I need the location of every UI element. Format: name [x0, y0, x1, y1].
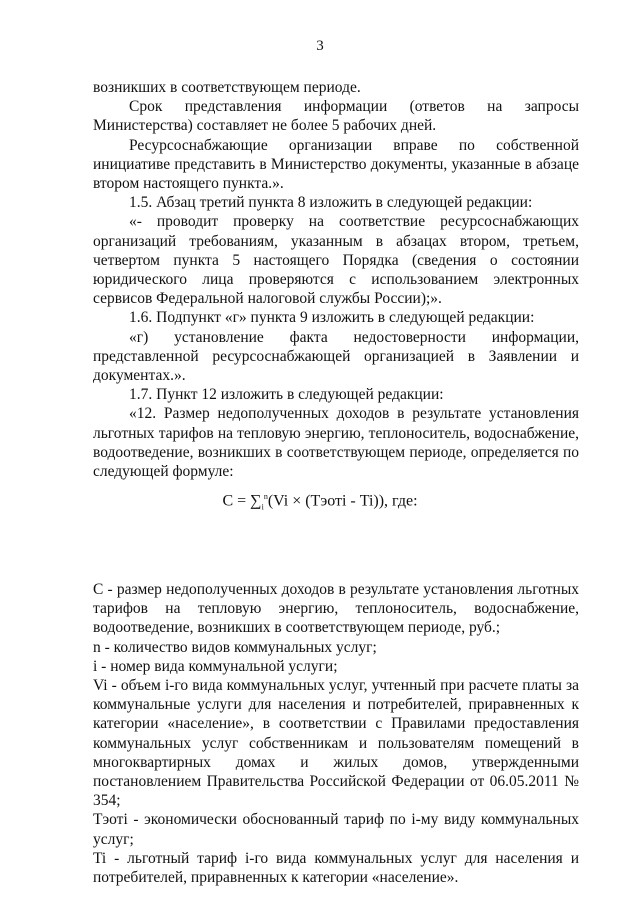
amendment-1-5-text: «- проводит проверку на соответствие ресурсоснабжающих организаций требованиям, указанным в абзацах втором, третьем, четвертом пункта 5 настоящего Порядка (сведения о состоянии юридического лица проверяются с использованием электронных сервисов Федеральной налоговой службы России);». — [93, 213, 579, 308]
definition-n: n - количество видов коммунальных услуг; — [93, 638, 377, 656]
body-text-upper — [93, 78, 579, 481]
definition-vi: Vi - объем i-го вида коммунальных услуг, учтенный при расчете платы за коммунальные услуги для населения и потребителей, приравненных к категории «население», в соответствии с Правилами предоставления коммунальных услуг собственникам и пользователям помещений в многоквартирных домах и жилых домов, утвержденными постановлением Правительства Российской Федерации от 06.05.2011 № 354; — [93, 677, 579, 810]
amendment-1-7: 1.7. Пункт 12 изложить в следующей редакции: — [129, 386, 444, 404]
amendment-1-6: 1.6. Подпункт «г» пункта 9 изложить в следующей редакции: — [129, 309, 535, 327]
paragraph-deadline: Срок представления информации (ответов на запросы Министерства) составляет не более 5 рабочих дней. — [93, 98, 579, 135]
definition-teoti: Тэоті - экономически обоснованный тариф по i-му виду коммунальных услуг; — [93, 811, 579, 848]
formula-sup: n — [263, 492, 268, 501]
definition-c: C - размер недополученных доходов в результате установления льготных тарифов на тепловую энергию, теплоноситель, водоснабжение, водоотведение, возникших в соответствующем периоде, руб.; — [93, 581, 579, 637]
formula-lhs: C = ∑ — [222, 492, 262, 510]
paragraph-initiative: Ресурсоснабжающие организации вправе по собственной инициативе представить в Министерство документы, указанные в абзаце втором настоящего пункта.». — [93, 136, 579, 193]
formula-sub: i — [261, 502, 264, 512]
amendment-1-5: 1.5. Абзац третий пункта 8 изложить в следующей редакции: — [129, 194, 533, 212]
body-text-definitions — [93, 580, 579, 887]
definition-i: i - номер вида коммунальной услуги; — [93, 657, 338, 675]
formula — [0, 492, 640, 512]
paragraph-continuation: возникших в соответствующем периоде. — [93, 79, 361, 96]
formula-body: (Vi × (Тэоті - Ti)), где: — [267, 492, 418, 510]
definition-ti: Ti - льготный тариф i-го вида коммунальных услуг для населения и потребителей, приравненных к категории «население». — [93, 849, 579, 887]
amendment-1-7-text: «12. Размер недополученных доходов в результате установления льготных тарифов на тепловую энергию, теплоноситель, водоснабжение, водоотведение, возникших в соответствующем периоде, определяется по следующей формуле: — [93, 405, 579, 481]
page-number: 3 — [316, 38, 324, 54]
amendment-1-6-text: «г) установление факта недостоверности информации, представленной ресурсоснабжающей организацией в Заявлении и документах.». — [93, 328, 579, 385]
